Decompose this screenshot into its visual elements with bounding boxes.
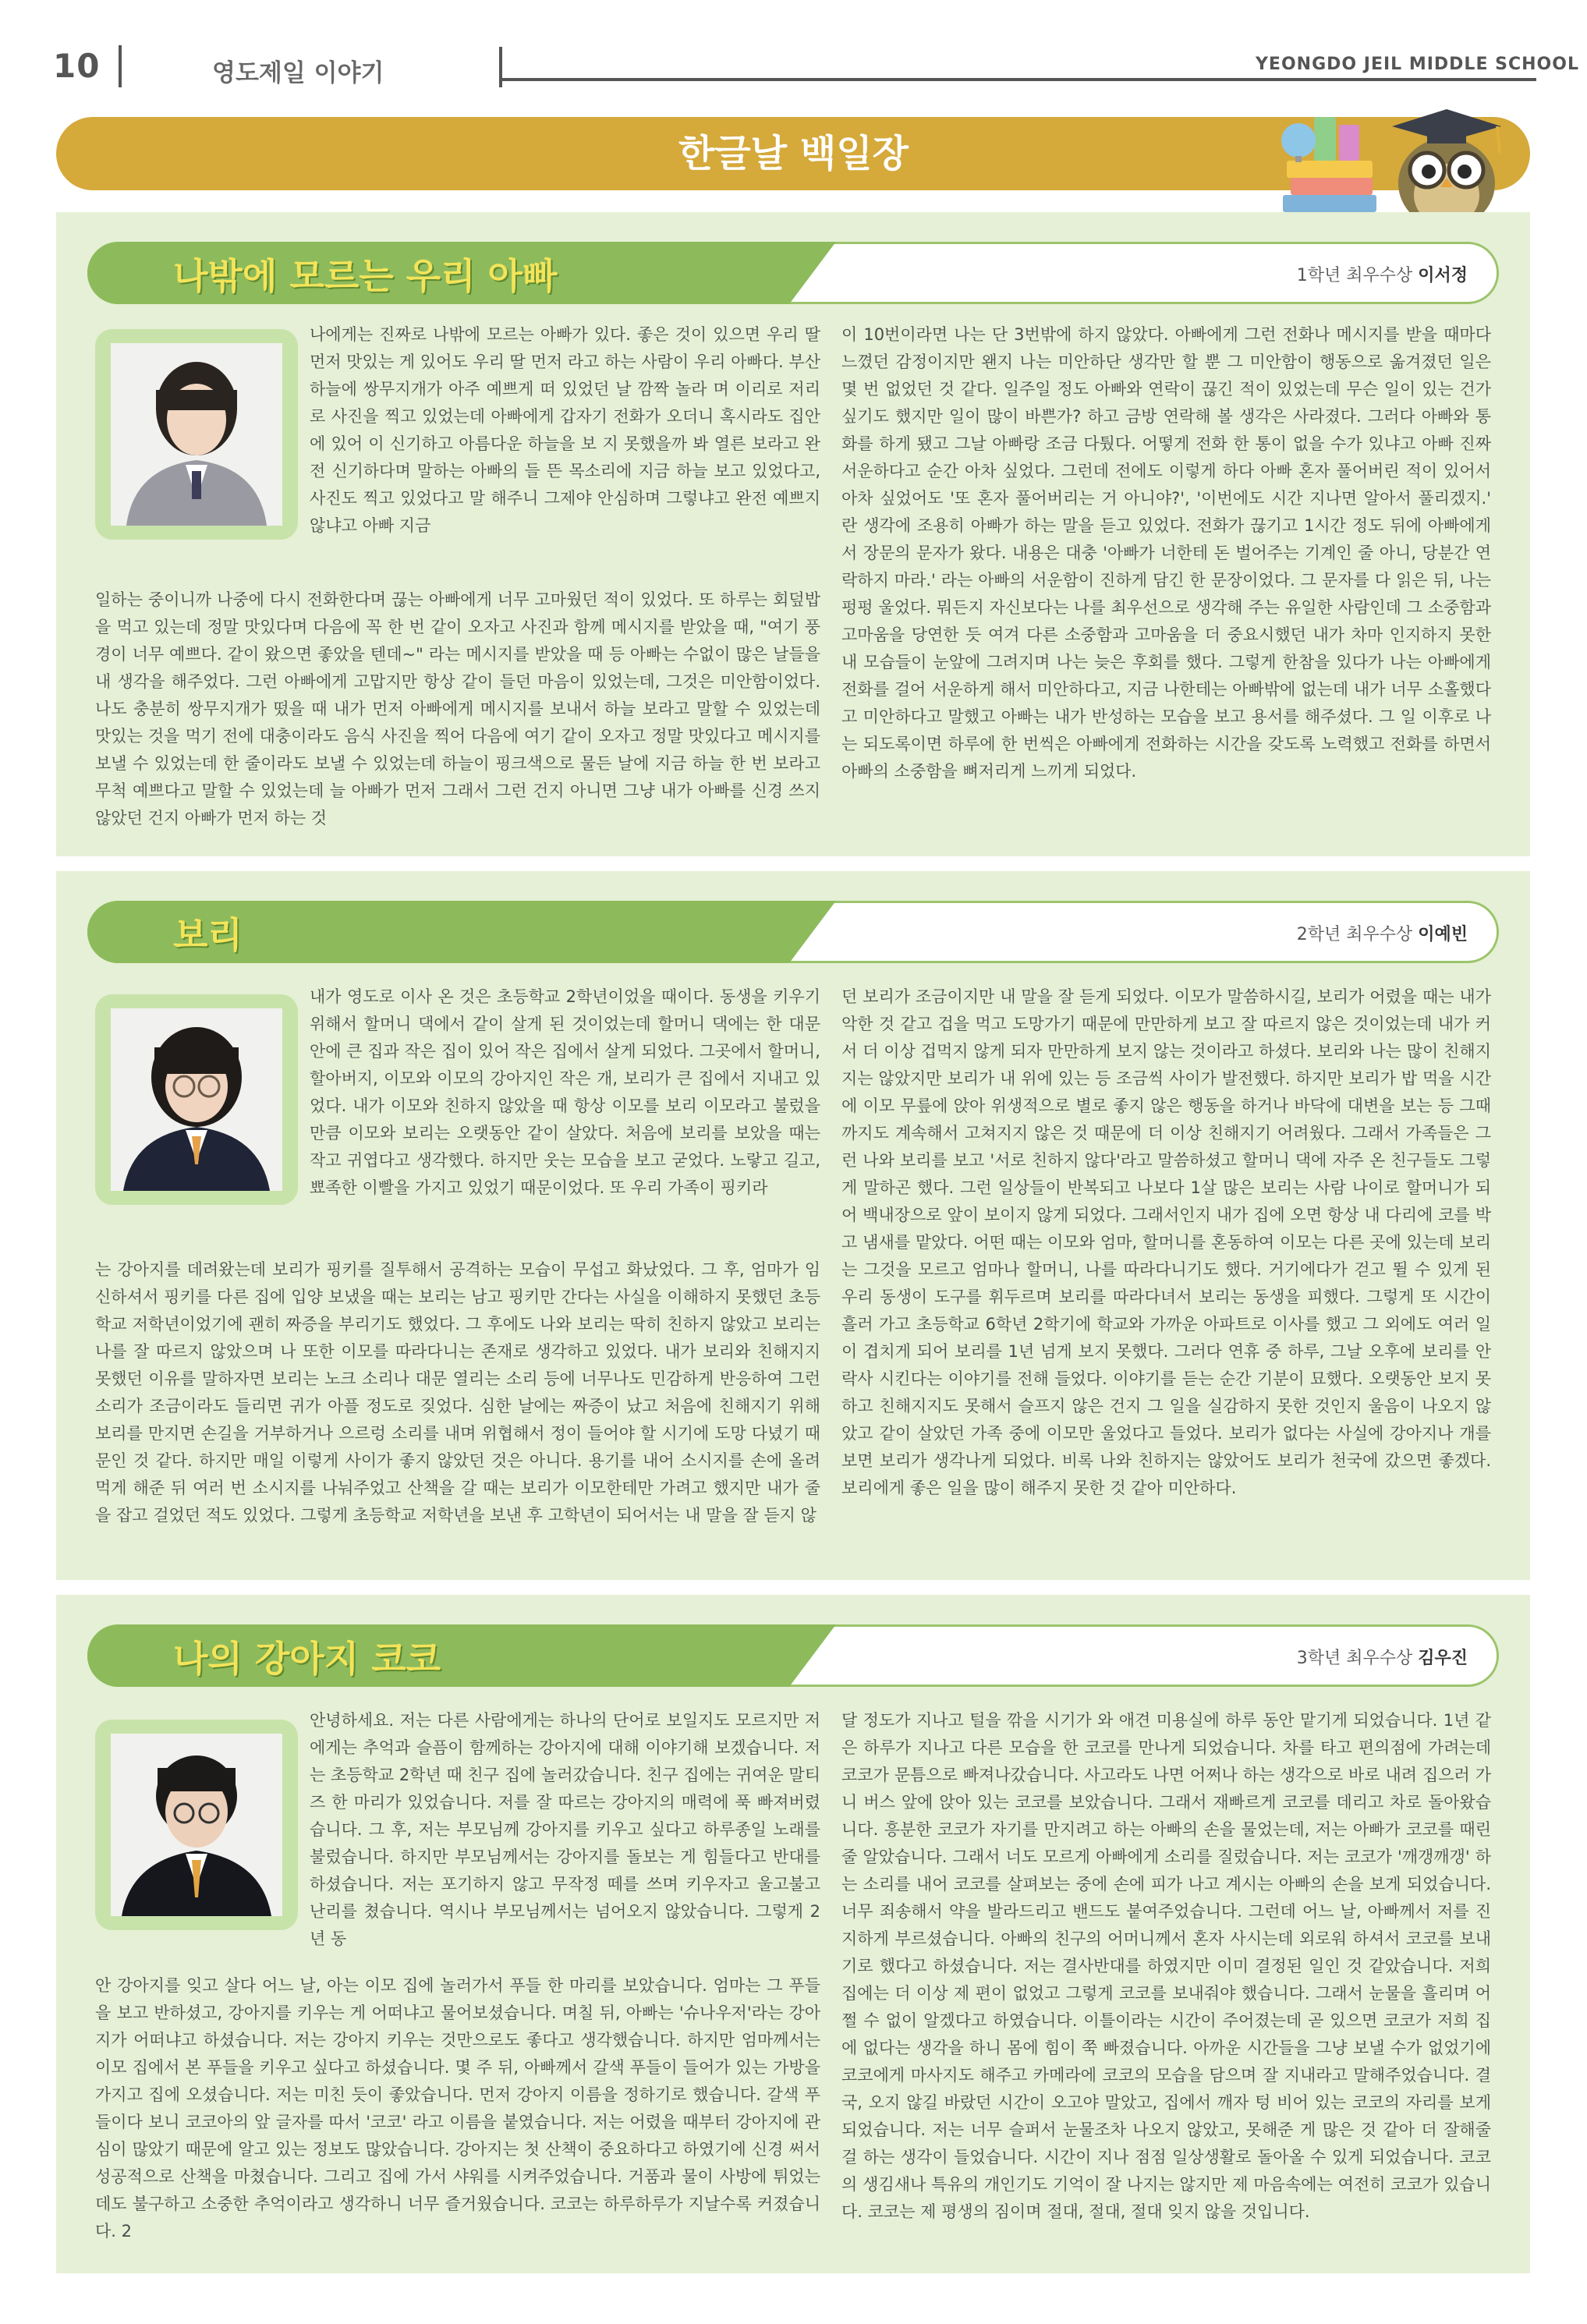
school-name: YEONGDO JEIL MIDDLE SCHOOL xyxy=(1256,55,1579,74)
award-grade: 1학년 최우수상 xyxy=(1296,266,1413,285)
essay-paragraph: 안녕하세요. 저는 다른 사람에게는 하나의 단어로 보일지도 모르지만 저에게는 추억과 슬픔이 함께하는 강아지에 대해 이야기해 보겠습니다. 저는 초등학교 2학년 때 친구 집에 놀러갔습니다. 친구 집에는 귀여운 말티즈 한 마리가 있었습니다. 저를 잘 따르는 강아지의 매력에 푹 빠져버렸습니다. 그 후, 저는 부모님께 강아지를 키우고 싶다고 하루종일 노래를 불렀습니다. 하지만 부모님께서는 강아지를 돌보는 게 힘들다고 반대를 하셨습니다. 저는 포기하지 않고 무작정 떼를 쓰며 키우자고 울고불고 난리를 쳤습니다. 역시나 부모님께서는 넘어오지 않았습니다. 그렇게 2년 동 xyxy=(310,1711,820,1948)
essay-left-column xyxy=(95,1707,820,2245)
essay-paragraph: 내가 영도로 이사 온 것은 초등학교 2학년이었을 때이다. 동생을 키우기 위해서 할머니 댁에서 같이 살게 된 것이었는데 할머니 댁에는 한 대문 안에 큰 집과 작은 집이 있어 작은 집에서 살게 되었다. 그곳에서 할머니, 할아버지, 이모와 이모의 강아지인 작은 개, 보리가 큰 집에서 지내고 있었다. 내가 이모와 친하지 않았을 때 항상 이모를 보리 이모라고 불렀을 만큼 이모와 보리는 오랫동안 같이 살았다. 처음에 보리를 보았을 때는 작고 귀엽다고 생각했다. 하지만 웃는 모습을 보고 굳었다. 노랗고 길고, 뾰족한 이빨을 가지고 있었기 때문이었다. 또 우리 가족이 핑키라 xyxy=(310,987,820,1197)
essay-paragraph: 나에게는 진짜로 나밖에 모르는 아빠가 있다. 좋은 것이 있으면 우리 딸 먼저 맛있는 게 있어도 우리 딸 먼저 라고 하는 사람이 우리 아빠다. 부산 하늘에 쌍무지개가 아주 예쁘게 떠 있었던 날 깜짝 놀라 며 이리로 저리로 사진을 찍고 있었는데 아빠에게 갑자기 전화가 오더니 혹시라도 집안에 있어 이 신기하고 아름다운 하늘을 보 지 못했을까 봐 열른 보라고 완전 신기하다며 말하는 아빠의 들 뜬 목소리에 지금 하늘 보고 있었다고, 사진도 찍고 있었다고 말 해주니 그제야 안심하며 그렇냐고 완전 예쁘지 않냐고 아빠 지금 xyxy=(310,325,820,535)
essay-right-column: 달 정도가 지나고 털을 깎을 시기가 와 애견 미용실에 하루 동안 맡기게 되었습니다. 1년 같은 하루가 지나고 다른 모습을 한 코코를 만나게 되었습니다. 차를 타고 편의점에 가려는데 코코가 문틈으로 빠져나갔습니다. 사고라도 나면 어쩌나 하는 생각으로 바로 내려 집으러 가니 버스 앞에 앉아 있는 코코를 보았습니다. 그래서 재빠르게 코코를 데리고 차로 돌아왔습니다. 흥분한 코코가 자기를 만지려고 하는 아빠의 손을 물었는데, 저는 아빠가 코코를 때린 줄 알았습니다. 그래서 너도 모르게 아빠에게 소리를 질렀습니다. 저는 코코가 '깨갱깨갱' 하는 소리를 내어 코코를 살펴보는 중에 손에 피가 나고 계시는 아빠의 손을 보게 되었습니다. 너무 죄송해서 약을 발라드리고 밴드도 붙여주었습니다. 그런데 어느 날, 아빠께서 저를 진지하게 부르셨습니다. 아빠의 친구의 어머니께서 혼자 사시는데 외로워 하셔서 코코를 보내기로 했다고 하셨습니다. 저는 결사반대를 하였지만 이미 결정된 일인 것 같았습니다. 저희 집에는 더 이상 제 편이 없었고 그렇게 코코를 보내줘야 했습니다. 그래서 눈물을 흘리며 어쩔 수 없이 알겠다고 하였습니다. 이틀이라는 시간이 주어졌는데 곧 있으면 코코가 저희 집에 없다는 생각을 하니 몸에 힘이 쭉 빠졌습니다. 아까운 시간들을 그냥 보낼 수가 없었기에 코코에게 마사지도 해주고 카메라에 코코의 모습을 담으며 잘 지내라고 말해주었습니다. 결국, 오지 않길 바랐던 시간이 오고야 말았고, 집에서 깨자 텅 비어 있는 코코의 자리를 보게 되었습니다. 저는 너무 슬퍼서 눈물조차 나오지 않았고, 못해준 게 많은 것 같아 더 잘해줄 걸 하는 생각이 들었습니다. 시간이 지나 점점 일상생활로 돌아올 수 있게 되었습니다. 코코의 생김새나 특유의 개인기도 기억이 잘 나지는 않지만 제 마음속에는 여전히 코코가 있습니다. 코코는 제 평생의 짐이며 절대, 절대, 절대 잊지 않을 것입니다. xyxy=(841,1711,1491,2221)
author-name: 이서정 xyxy=(1418,266,1468,285)
essay-title: 나의 강아지 코코 xyxy=(173,1638,441,1680)
award-label xyxy=(1297,921,1468,945)
essay-paragraph: 안 강아지를 잊고 살다 어느 날, 아는 이모 집에 놀러가서 푸들 한 마리를 보았습니다. 엄마는 그 푸들을 보고 반하셨고, 강아지를 키우는 게 어떠냐고 물어보셨습니다. 며칠 뒤, 아빠는 '슈나우저'라는 강아지가 어떠냐고 하셨습니다. 저는 강아지 키우는 것만으로도 좋다고 생각했습니다. 하지만 엄마께서는 이모 집에서 본 푸들을 키우고 싶다고 하셨습니다. 몇 주 뒤, 아빠께서 갈색 푸들이 들어가 있는 가방을 가지고 집에 오셨습니다. 저는 미친 듯이 좋았습니다. 먼저 강아지 이름을 정하기로 했습니다. 갈색 푸들이다 보니 코코아의 앞 글자를 따서 '코코' 라고 이름을 붙였습니다. 저는 어렸을 때부터 강아지에 관심이 많았기 때문에 알고 있는 정보도 많았습니다. 강아지는 첫 산책이 중요하다고 하였기에 신경 써서 성공적으로 산책을 마쳤습니다. 그리고 집에 가서 샤워를 시켜주었습니다. 거품과 물이 사방에 튀었는데도 불구하고 소중한 추억이라고 생각하니 너무 즐거웠습니다. 코코는 하루하루가 지날수록 커졌습니다. 2 xyxy=(95,1976,820,2241)
essay-title: 보리 xyxy=(173,914,243,956)
award-grade: 3학년 최우수상 xyxy=(1296,1649,1413,1668)
essay-title: 나밖에 모르는 우리 아빠 xyxy=(173,255,558,297)
essay-right-column: 이 10번이라면 나는 단 3번밖에 하지 않았다. 아빠에게 그런 전화나 메시지를 받을 때마다 느꼈던 감정이지만 왠지 나는 미안하단 생각만 할 뿐 그 미안함이 행동으로 옮겨졌던 일은 몇 번 없었던 것 같다. 일주일 정도 아빠와 연락이 끊긴 적이 있었는데 무슨 일이 있는 건가 싶기도 했지만 일이 많이 바쁜가? 하고 금방 연락해 볼 생각은 사라졌다. 그러다 아빠와 통화를 하게 됐고 그날 아빠랑 조금 다퉜다. 어떻게 전화 한 통이 없을 수가 있냐고 아빠 진짜 서운하다고 순간 아차 싶었다. 그런데 전에도 이렇게 하다 아빠 혼자 풀어버린 적이 있어서 아차 싶었어도 '또 혼자 풀어버리는 거 아니야?', '이번에도 시간 지나면 알아서 풀리겠지.' 란 생각에 조용히 아빠가 하는 말을 듣고 있었다. 전화가 끊기고 1시간 정도 뒤에 아빠에게서 장문의 문자가 왔다. 내용은 대충 '아빠가 너한테 돈 벌어주는 기계인 줄 아니, 당분간 연락하지 마라.' 라는 아빠의 서운함이 진하게 담긴 한 문장이었다. 그 문자를 다 읽은 뒤, 나는 펑펑 울었다. 뭐든지 자신보다는 나를 최우선으로 생각해 주는 유일한 사람인데 그 소중함과 고마움을 당연한 듯 여겨 다른 소중함과 고마움을 더 중요시했던 내가 차마 인지하지 못한 내 모습들이 눈앞에 그려지며 나는 늦은 후회를 했다. 그렇게 한참을 있다가 나는 아빠에게 전화를 걸어 서운하게 해서 미안하다고, 지금 나한테는 아빠밖에 없는데 내가 너무 소홀했다고 미안하다고 말했고 아빠는 내가 반성하는 모습을 보고 용서를 해주셨다. 그 일 이후로 나는 되도록이면 하루에 한 번씩은 아빠에게 전화하는 시간을 갖도록 노력했고 전화를 하면서 아빠의 소중함을 뼈저리게 느끼게 되었다. xyxy=(841,325,1491,781)
essay-3 xyxy=(56,1595,1530,2273)
essay-paragraph: 는 강아지를 데려왔는데 보리가 핑키를 질투해서 공격하는 모습이 무섭고 화났었다. 그 후, 엄마가 임신하셔서 핑키를 다른 집에 입양 보냈을 때는 보리는 남고 핑키만 간다는 사실을 이해하지 못했던 초등학교 저학년이었기에 괜히 짜증을 부리기도 했었다. 그 후에도 나와 보리는 딱히 친하지 않았고 보리는 나를 잘 따르지 않았으며 나 또한 이모를 따라다니는 존재로 생각하고 있었다. 내가 보리와 친해지지 못했던 이유를 말하자면 보리는 노크 소리나 대문 열리는 소리 등에 너무나도 민감하게 반응하여 그런 소리가 조금이라도 들리면 귀가 아플 정도로 짖었다. 심한 날에는 짜증이 났고 처음에 친해지기 위해 보리를 만지면 손길을 거부하거나 으르렁 소리를 내며 위협해서 정이 들어야 할 시기에 도망 다녔기 때문인 것 같다. 하지만 매일 이렇게 사이가 좋지 않았던 것은 아니다. 용기를 내어 소시지를 손에 올려 먹게 해준 뒤 여러 번 소시지를 나눠주었고 산책을 갈 때는 보리가 이모한테만 가려고 했지만 내가 줄을 잡고 걸었던 적도 있었다. 그렇게 초등학교 저학년을 보낸 후 고학년이 되어서는 내 말을 잘 듣지 않 xyxy=(95,1260,820,1525)
header-divider xyxy=(119,45,122,87)
award-grade: 2학년 최우수상 xyxy=(1296,925,1413,944)
essay-right-column: 던 보리가 조금이지만 내 말을 잘 듣게 되었다. 이모가 말씀하시길, 보리가 어렸을 때는 내가 악한 것 같고 겁을 먹고 도망가기 때문에 만만하게 보고 잘 따르지 않은 것이었는데 내가 커서 더 이상 겁먹지 않게 되자 만만하게 보지 않는 것이라고 하셨다. 보리와 나는 많이 친해지지는 않았지만 보리가 내 위에 있는 등 조금씩 사이가 발전했다. 하지만 보리가 밥 먹을 시간에 이모 무릎에 앉아 위생적으로 별로 좋지 않은 행동을 하거나 바닥에 대변을 보는 등 그때까지도 계속해서 고쳐지지 않은 것 때문에 더 이상 친해지기 어려웠다. 그래서 가족들은 그런 나와 보리를 보고 '서로 친하지 않다'라고 말씀하셨고 할머니 댁에 자주 온 친구들도 그렇게 말하곤 했다. 그런 일상들이 반복되고 나보다 1살 많은 보리는 사람 나이로 할머니가 되어 백내장으로 앞이 보이지 않게 되었다. 그래서인지 내가 집에 오면 항상 내 다리에 코를 박고 냄새를 맡았다. 어떤 때는 이모와 엄마, 할머니를 혼동하여 이모는 다른 곳에 있는데 보리는 그것을 모르고 엄마나 할머니, 나를 따라다니기도 했다. 거기에다가 걷고 뛸 수 있게 된 우리 동생이 도구를 휘두르며 보리를 따라다녀서 보리는 동생을 피했다. 그렇게 또 시간이 흘러 가고 초등학교 6학년 2학기에 학교와 가까운 아파트로 이사를 했고 그 외에도 여러 일이 겹치게 되어 보리를 1년 넘게 보지 못했다. 그러다 연휴 중 하루, 그날 오후에 보리를 안락사 시킨다는 이야기를 전해 들었다. 이야기를 듣는 순간 기분이 묘했다. 오랫동안 보지 못하고 친해지지도 못해서 슬프지 않은 건지 그 일을 실감하지 못한 것인지 울음이 나오지 않았고 같이 살았던 가족 중에 이모만 울었다고 들었다. 보리가 없다는 사실에 강아지나 개를 보면 보리가 생각나게 되었다. 비록 나와 친하지는 않았어도 보리가 천국에 갔으면 좋겠다. 보리에게 좋은 일을 많이 해주지 못한 것 같아 미안하다. xyxy=(841,987,1491,1497)
globe-icon xyxy=(1281,123,1316,162)
author-name: 김우진 xyxy=(1418,1649,1468,1668)
essay-paragraph: 일하는 중이니까 나중에 다시 전화한다며 끊는 아빠에게 너무 고마웠던 적이 있었다. 또 하루는 회덮밥을 먹고 있는데 정말 맛있다며 다음에 꼭 한 번 같이 오자고 사진과 함께 메시지를 받았을 때, "여기 풍경이 너무 예쁘다. 같이 왔으면 좋았을 텐데~" 라는 메시지를 받았을 때 등 아빠는 수없이 많은 날들을 내 생각을 해주었다. 그런 아빠에게 고맙지만 항상 같이 들던 마음이 있었는데, 그것은 미안함이었다. 나도 충분히 쌍무지개가 떴을 때 내가 먼저 아빠에게 메시지를 보내서 하늘 보라고 말할 수 있었는데 맛있는 것을 먹기 전에 대충이라도 음식 사진을 찍어 다음에 여기 같이 오자고 정말 맛있다고 메시지를 보낼 수 있었는데 한 줄이라도 보낼 수 있었는데 하늘이 핑크색으로 물든 날에 지금 하늘 한 번 보라고 무척 예쁘다고 말할 수 있었는데 늘 아빠가 먼저 그래서 그런 건지 아니면 그냥 내가 아빠를 신경 쓰지 않았던 건지 아빠가 먼저 하는 것 xyxy=(95,590,820,827)
essay-left-column xyxy=(95,983,820,1529)
essay-2 xyxy=(56,871,1530,1580)
author-name: 이예빈 xyxy=(1418,925,1468,944)
header-rule-vertical xyxy=(499,47,502,87)
award-label xyxy=(1297,262,1468,286)
contest-title: 한글날 백일장 xyxy=(678,132,909,175)
essay-1 xyxy=(56,212,1530,856)
page-number: 10 xyxy=(53,47,101,85)
award-label xyxy=(1297,1645,1468,1669)
section-title: 영도제일 이야기 xyxy=(212,59,384,87)
essay-left-column xyxy=(95,321,820,832)
header-rule-horizontal xyxy=(499,78,1536,81)
